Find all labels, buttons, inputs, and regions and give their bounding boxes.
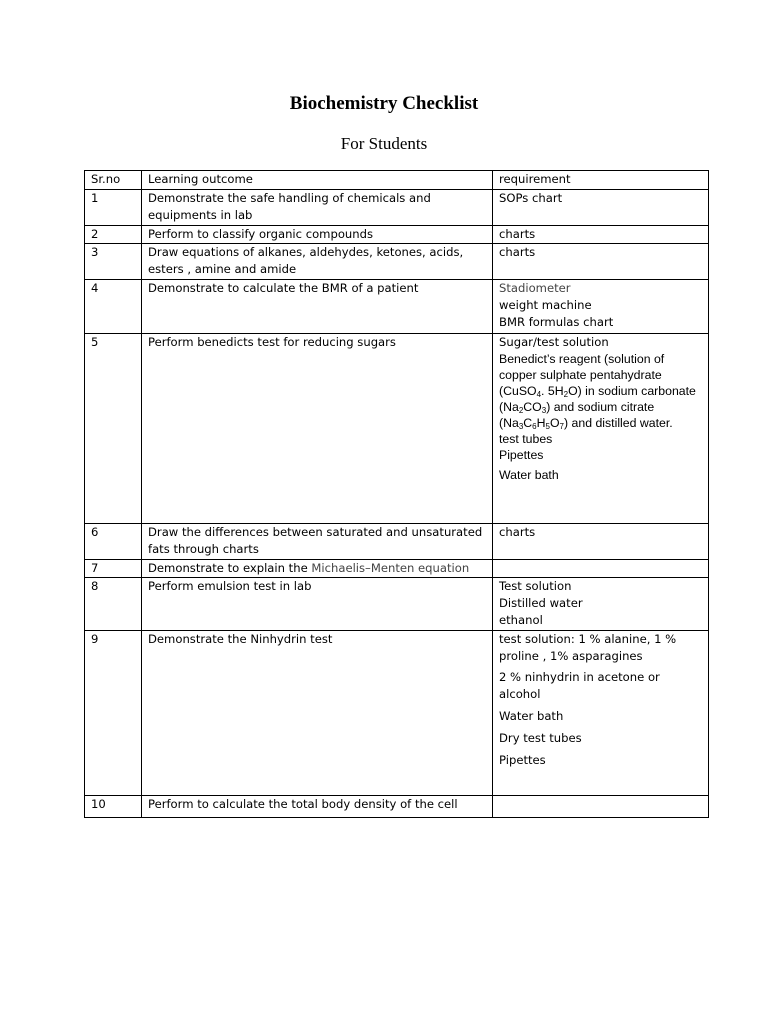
requirement-item: weight machine (499, 298, 592, 312)
sr-number: 7 (85, 560, 142, 578)
requirement-item: Sugar/test solution (499, 335, 609, 349)
sr-number: 3 (85, 244, 142, 280)
requirement (493, 578, 709, 631)
sr-number: 2 (85, 226, 142, 244)
subscript: 7 (559, 422, 564, 431)
learning-outcome: Demonstrate to calculate the BMR of a patient (142, 280, 493, 334)
requirement-item: Pipettes (499, 448, 544, 462)
requirement-item: Distilled water (499, 596, 583, 610)
table-row (85, 244, 709, 280)
table-row (85, 190, 709, 226)
equation-name: Michaelis–Menten equation (311, 561, 470, 575)
learning-outcome: Perform emulsion test in lab (142, 578, 493, 631)
requirement-item: Dry test tubes (499, 731, 582, 745)
table-row (85, 578, 709, 631)
requirement (493, 280, 709, 334)
requirement (493, 560, 709, 578)
requirement (493, 190, 709, 226)
outcome-text: Demonstrate to explain the (148, 561, 312, 575)
requirement-item: SOPs chart (499, 191, 563, 205)
requirement-item: Water bath (499, 468, 559, 482)
subscript: 3 (518, 422, 524, 431)
formula-text: CO (523, 400, 542, 414)
header-row (85, 171, 709, 190)
requirement-item: charts (499, 227, 536, 241)
subscript: 5 (545, 422, 550, 431)
requirement-item: charts (499, 525, 536, 539)
formula-text: ) and distilled water. (564, 416, 673, 430)
subscript: 6 (532, 422, 537, 431)
sr-number: 10 (85, 796, 142, 818)
table-row (85, 631, 709, 796)
checklist-table (84, 170, 709, 818)
requirement-item: 2 % ninhydrin in acetone or alcohol (499, 670, 660, 701)
formula-text: C (523, 416, 533, 430)
requirement-item: ethanol (499, 613, 543, 627)
document-title: Biochemistry Checklist (289, 93, 479, 114)
sr-number: 1 (85, 190, 142, 226)
header-learning-outcome: Learning outcome (142, 171, 493, 190)
subscript: 4 (536, 390, 542, 399)
formula-text: ) and sodium citrate (Na (499, 400, 655, 430)
requirement-item: test solution: 1 % alanine, 1 % proline , 1% asparagines (499, 632, 677, 663)
requirement-item: BMR formulas chart (499, 315, 614, 329)
requirement (493, 226, 709, 244)
requirement-item: test tubes (499, 432, 553, 446)
header-srno: Sr.no (85, 171, 142, 190)
subscript: 2 (563, 390, 569, 399)
header-requirement: requirement (493, 171, 709, 190)
table-row (85, 524, 709, 560)
formula-text: H (536, 416, 546, 430)
requirement-item: Pipettes (499, 753, 546, 767)
sr-number: 5 (85, 334, 142, 524)
learning-outcome: Demonstrate the safe handling of chemicals and equipments in lab (142, 190, 493, 226)
learning-outcome: Perform to calculate the total body density of the cell (142, 796, 493, 818)
table-row (85, 560, 709, 578)
requirement (493, 244, 709, 280)
requirement (493, 524, 709, 560)
learning-outcome: Draw equations of alkanes, aldehydes, ketones, acids, esters , amine and amide (142, 244, 493, 280)
learning-outcome (142, 560, 493, 578)
learning-outcome: Demonstrate the Ninhydrin test (142, 631, 493, 796)
table-row (85, 280, 709, 334)
requirement (493, 334, 709, 524)
formula-text: Benedict’s reagent (solution of copper sulphate pentahydrate (CuSO (499, 352, 665, 398)
benedict-reagent-text (499, 351, 702, 431)
learning-outcome: Perform benedicts test for reducing sugars (142, 334, 493, 524)
table-row (85, 796, 709, 818)
sr-number: 4 (85, 280, 142, 334)
sr-number: 8 (85, 578, 142, 631)
requirement-item: Stadiometer (499, 281, 571, 295)
formula-text: . 5H (541, 384, 564, 398)
formula-text: O) in sodium carbonate (Na (499, 384, 696, 414)
subscript: 2 (518, 406, 524, 415)
table-row (85, 226, 709, 244)
sr-number: 9 (85, 631, 142, 796)
requirement (493, 631, 709, 796)
requirement (493, 796, 709, 818)
learning-outcome: Perform to classify organic compounds (142, 226, 493, 244)
requirement-item: Test solution (499, 579, 572, 593)
learning-outcome: Draw the differences between saturated and unsaturated fats through charts (142, 524, 493, 560)
subscript: 3 (541, 406, 547, 415)
formula-text: O (549, 416, 560, 430)
sr-number: 6 (85, 524, 142, 560)
table-row (85, 334, 709, 524)
document-subtitle: For Students (340, 134, 428, 153)
requirement-item: charts (499, 245, 536, 259)
requirement-item: Water bath (499, 709, 564, 723)
